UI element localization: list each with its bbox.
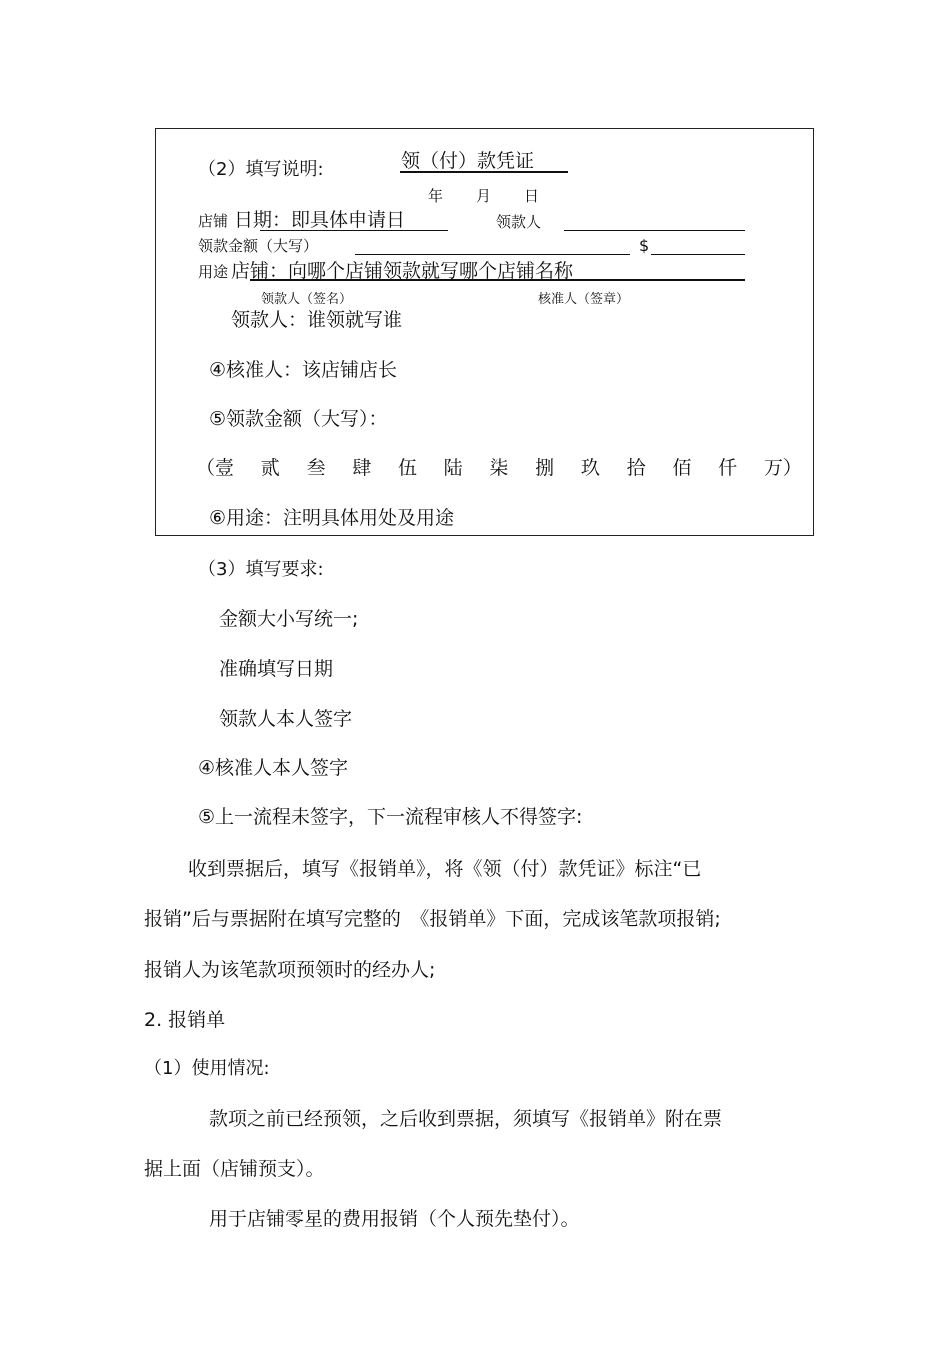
amount-underline bbox=[355, 254, 630, 255]
numeral-char: 柒 bbox=[489, 457, 509, 479]
numeral-char: 玖 bbox=[580, 457, 600, 479]
note-approver: ④核准人：该店铺店长 bbox=[209, 359, 398, 381]
voucher-title-underline bbox=[400, 171, 568, 173]
numeral-char: 万） bbox=[763, 457, 802, 479]
numeral-char: 仟 bbox=[718, 457, 738, 479]
label-payee: 领款人 bbox=[496, 213, 542, 231]
numeral-char: 叁 bbox=[306, 457, 326, 479]
box-heading: （2）填写说明: bbox=[198, 159, 324, 180]
label-store: 店铺 bbox=[198, 212, 229, 230]
numeral-char: 捌 bbox=[535, 457, 555, 479]
paragraph-line: 用于店铺零星的费用报销（个人预先垫付）。 bbox=[209, 1208, 580, 1230]
note-payee: 领款人：谁领就写谁 bbox=[231, 309, 403, 331]
requirement-item: ④核准人本人签字 bbox=[198, 757, 349, 779]
requirement-item: ⑤上一流程未签字，下一流程审核人不得签字: bbox=[198, 806, 583, 828]
sig-approver-label: 核准人（签章） bbox=[538, 292, 630, 307]
note-amount: ⑤领款金额（大写）： bbox=[209, 408, 388, 430]
uppercase-numerals-row bbox=[196, 453, 802, 480]
paragraph-line: 收到票据后，填写《报销单》，将《领（付）款凭证》标注“已 bbox=[188, 858, 702, 880]
numeral-char: （壹 bbox=[196, 457, 235, 479]
dollar-underline bbox=[651, 254, 745, 255]
numeral-char: 贰 bbox=[260, 457, 280, 479]
date-underline bbox=[260, 230, 448, 231]
label-usage: 用途 bbox=[198, 263, 229, 281]
voucher-title: 领（付）款凭证 bbox=[401, 150, 535, 172]
requirement-item: 金额大小写统一; bbox=[219, 608, 359, 630]
paragraph-line: 报销人为该笔款项预领时的经办人; bbox=[144, 959, 436, 981]
section-subheading: （1）使用情况: bbox=[144, 1058, 270, 1079]
requirement-item: 领款人本人签字 bbox=[219, 708, 353, 730]
date-line: 年 月 日 bbox=[428, 187, 541, 205]
requirements-heading: （3）填写要求: bbox=[198, 559, 324, 580]
requirement-item: 准确填写日期 bbox=[219, 658, 334, 680]
numeral-char: 拾 bbox=[626, 457, 646, 479]
numeral-char: 陆 bbox=[443, 457, 463, 479]
note-usage: ⑥用途：注明具体用处及用途 bbox=[209, 507, 455, 529]
numeral-char: 佰 bbox=[672, 457, 692, 479]
sig-payee-label: 领款人（签名） bbox=[261, 292, 353, 307]
usage-underline bbox=[250, 279, 745, 281]
payee-underline bbox=[564, 230, 745, 231]
label-amount: 领款金额（大写） bbox=[198, 237, 319, 255]
note-date: 日期：即具体申请日 bbox=[234, 209, 406, 231]
note-store: 店铺：向哪个店铺领款就写哪个店铺名称 bbox=[231, 260, 574, 282]
paragraph-line: 款项之前已经预领，之后收到票据，须填写《报销单》附在票 bbox=[209, 1108, 723, 1130]
paragraph-line: 据上面（店铺预支）。 bbox=[144, 1158, 325, 1180]
paragraph-line: 报销”后与票据附在填写完整的 《报销单》下面，完成该笔款项报销; bbox=[144, 908, 721, 930]
numeral-char: 伍 bbox=[397, 457, 417, 479]
numeral-char: 肆 bbox=[352, 457, 372, 479]
section-title: 2. 报销单 bbox=[144, 1009, 226, 1031]
dollar-sign: $ bbox=[639, 236, 650, 255]
